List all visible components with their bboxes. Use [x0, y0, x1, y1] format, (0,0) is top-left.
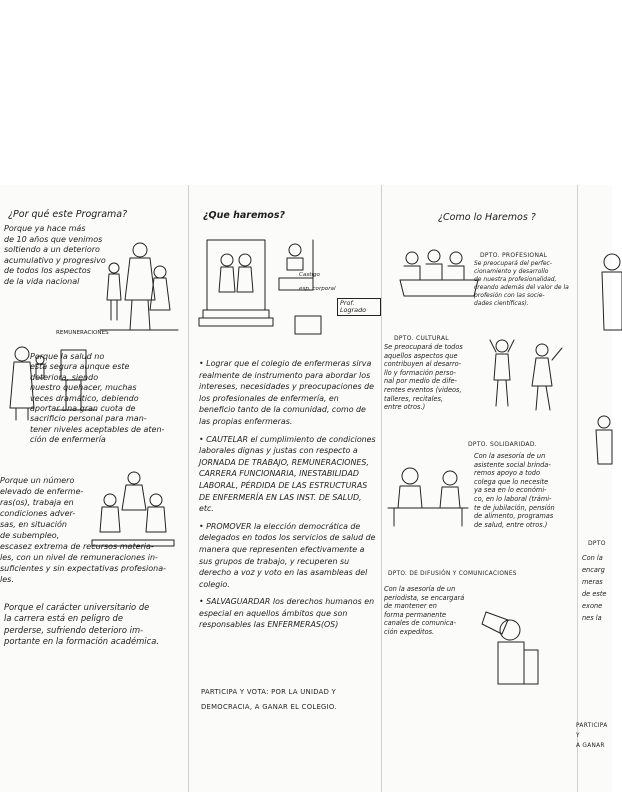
panel-why-title: ¿Por qué este Programa? — [8, 209, 128, 220]
classroom-illustration — [203, 230, 373, 340]
dpto-profesional-body: Se preocupará del perfec- cionamiento y desarrollo de nuestra profesionalidad, creando además del valor de la profesión con las socie- dades científicas). — [474, 260, 569, 307]
why-salary-text: Porque la salud no está segura aunque este deteriora, siendo nuestro quehacer, muchas veces dramático, debiendo aportar una gran cuota de sacrificio personal para man- tener niveles aceptables de aten- ción de enfermería — [30, 352, 165, 445]
panel-how-title: ¿Como lo Haremos ? — [438, 212, 536, 223]
why-intro-text: Porque ya hace más de 10 años que venimos soltiendo a un deterioro acumulativo y progresivo de todos los aspectos de la vida nacional — [4, 224, 106, 286]
body-fragment: Con la encarg meras de este exone nes la — [582, 554, 607, 622]
workers-illustration — [88, 470, 178, 550]
family-illustration — [100, 240, 180, 340]
panel-how — [382, 0, 577, 792]
panel-cropped — [578, 0, 612, 792]
slogan-fragment: PARTICIPA Y A GANAR — [576, 723, 608, 749]
action-item: • CAUTELAR el cumplimiento de condiciones laborales dignas y justas con respecto a JORNADA DE TRABAJO, REMUNERACIONES, CARRERA FUNCIONARIA, INESTABILIDAD LABORAL, PÉRDIDA DE LAS ESTRUCTURAS DE ENFERMERÍA EN LAS INST. DE SALUD, etc. — [199, 434, 376, 514]
meeting-illustration — [398, 244, 482, 304]
dpto-difusion-body: Con la asesoría de un periodista, se encargará de mantener en forma permanente canales de comunica- ción expeditos. — [384, 585, 465, 636]
megaphone-illustration — [482, 604, 560, 688]
remuneraciones-sign: REMUNERACIONES — [56, 330, 109, 336]
flag-line-1: Castigo — [299, 272, 320, 278]
slogan-text: PARTICIPA Y VOTA: POR LA UNIDAD Y DEMOCRACIA, A GANAR EL COLEGIO. — [201, 688, 337, 711]
flag-text — [299, 265, 336, 293]
figure-partial — [596, 414, 616, 474]
why-number-text: Porque un número elevado de enferme- ras(os), trabaja en condiciones adver- sas, en situación de subempleo, escasez extrema de recursos materia- les, con un nivel de remuneraciones in- suficientes y sin expectativas profesiona- les. — [0, 476, 167, 584]
logrado-sign: Prof. Logrado — [337, 298, 381, 316]
flag-line-2: esp. corporal — [299, 286, 336, 292]
advisor-illustration — [388, 462, 472, 532]
action-item: • SALVAGUARDAR los derechos humanos en especial en aquellos ámbitos que son responsables las ENFERMERAS(OS) — [199, 597, 375, 630]
panel-what — [189, 0, 381, 792]
dpto-solidaridad-body: Con la asesoría de un asistente social brinda- remos apoyo a todo colega que lo necesite ya sea en lo económi- co, en lo laboral (trámi- te de jubilación, pensión de alimento, programas de salud, entre otros.) — [474, 452, 555, 529]
panel-what-title: ¿Que haremos? — [203, 210, 285, 221]
panel-why — [0, 0, 188, 792]
figure-partial — [592, 250, 622, 340]
dpto-profesional-head: DPTO. PROFESIONAL — [480, 252, 548, 259]
action-item: • Lograr que el colegio de enfermeras sirva realmente de instrumento para abordar los intereses, necesidades y preocupaciones de los profesionales de enfermería, en beneficio tanto de la comunidad, como de las propias enfermeras. — [199, 359, 375, 426]
action-item: • PROMOVER la elección democrática de delegados en todos los servicios de salud de manera que representen efectivamente a sus grupos de trabajo, y recuperen su derecho a voz y voto en las asambleas del colegio. — [199, 521, 376, 589]
dancers-illustration — [482, 336, 570, 416]
dpto-cultural-body: Se preocupará de todos aquellos aspectos que contribuyen al desarro- llo y formación perso- nal por medio de dife- rentes eventos (videos, talleres, recitales, entre otros.) — [384, 343, 463, 412]
dpto-difusion-head: DPTO. DE DIFUSIÓN Y COMUNICACIONES — [388, 571, 517, 577]
dpto-fragment: DPTO — [588, 540, 606, 547]
dpto-solidaridad-head: DPTO. SOLIDARIDAD. — [468, 441, 537, 448]
why-career-text: Porque el carácter universitario de la carrera está en peligro de perderse, sufriendo deterioro im- portante en la formación académica. — [4, 602, 160, 647]
actions-list — [199, 358, 377, 637]
dpto-cultural-head: DPTO. CULTURAL — [394, 335, 449, 342]
